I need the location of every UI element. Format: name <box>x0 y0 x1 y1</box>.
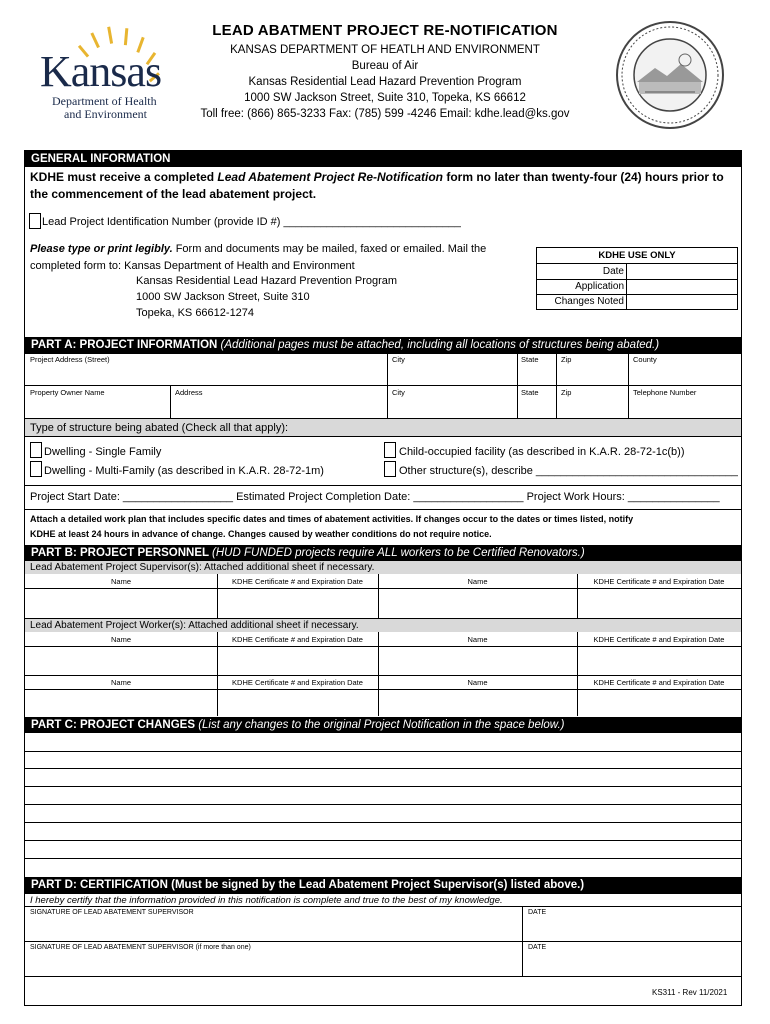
wrk-name-col4: Name <box>467 678 488 687</box>
form-revision: KS311 - Rev 11/2021 <box>652 988 728 997</box>
use-only-application: Application <box>575 281 624 292</box>
header-contact: Toll free: (866) 865-3233 Fax: (785) 599 -4246 Email: kdhe.lead@ks.gov <box>200 108 570 120</box>
owner-zip-field[interactable]: Zip <box>561 388 572 397</box>
sup-name-col2: Name <box>467 577 488 586</box>
use-only-date: Date <box>602 266 624 277</box>
logo-line1: Department of Health <box>52 94 157 108</box>
wrk-cert-col4: KDHE Certificate # and Expiration Date <box>593 678 725 687</box>
child-occupied-checkbox[interactable] <box>384 442 396 463</box>
header-bureau: Bureau of Air <box>351 60 419 72</box>
please-type-text: Please type or print legibly. Form and documents may be mailed, faxed or emailed. Mail the <box>30 243 487 255</box>
signature-2-field[interactable]: SIGNATURE OF LEAD ABATEMENT SUPERVISOR (if more than one) <box>30 944 251 951</box>
lead-id-label: Lead Project Identification Number (provide ID #) _____________________________ <box>42 216 461 228</box>
mail-addr3: Topeka, KS 66612-1274 <box>136 307 255 319</box>
kdhe-logo <box>36 26 186 126</box>
supervisor-label: Lead Abatement Project Supervisor(s): Attached additional sheet if necessary. <box>30 562 375 573</box>
wrk-cert-col3: KDHE Certificate # and Expiration Date <box>232 678 363 687</box>
single-family-label: Dwelling - Single Family <box>44 446 162 458</box>
form-title: LEAD ABATMENT PROJECT RE-NOTIFICATION <box>212 22 558 39</box>
part-d-bar: PART D: CERTIFICATION (Must be signed by the Lead Abatement Project Supervisor(s) listed above.) <box>25 877 741 894</box>
header-program: Kansas Residential Lead Hazard Prevention Program <box>248 76 522 88</box>
use-only-changes: Changes Noted <box>554 296 624 307</box>
part-c-bar: PART C: PROJECT CHANGES (List any changes to the original Project Notification in the space below.) <box>25 717 741 733</box>
project-changes-lines[interactable] <box>25 733 741 876</box>
logo-word: Kansas <box>40 47 162 96</box>
project-dates-line[interactable]: Project Start Date: __________________ Estimated Project Completion Date: __________________ Project Work Hours: _______________ <box>30 491 720 503</box>
project-state-field[interactable]: State <box>521 355 539 364</box>
mail-to-text: completed form to: Kansas Department of Health and Environment <box>30 260 355 272</box>
general-notice: KDHE must receive a completed Lead Abatement Project Re-Notification form no later than twenty-four (24) hours prior to the commencement of the lead abatement project. <box>30 170 724 201</box>
multi-family-checkbox[interactable] <box>30 461 42 482</box>
sup-cert-col2: KDHE Certificate # and Expiration Date <box>593 577 725 586</box>
owner-name-field[interactable]: Property Owner Name <box>30 388 105 397</box>
kdhe-use-only-title: KDHE USE ONLY <box>598 250 676 261</box>
project-county-field[interactable]: County <box>633 355 657 364</box>
owner-city-field[interactable]: City <box>392 388 405 397</box>
sup-name-col1: Name <box>110 577 131 586</box>
wrk-cert-col2: KDHE Certificate # and Expiration Date <box>593 635 725 644</box>
structure-type-label: Type of structure being abated (Check all that apply): <box>30 422 289 434</box>
state-seal-icon <box>615 20 725 130</box>
wrk-name-col2: Name <box>467 635 488 644</box>
owner-address-field[interactable]: Address <box>175 388 203 397</box>
project-city-field[interactable]: City <box>392 355 405 364</box>
general-info-bar: GENERAL INFORMATION <box>25 151 741 167</box>
mail-addr2: 1000 SW Jackson Street, Suite 310 <box>136 291 310 303</box>
other-structure-checkbox[interactable] <box>384 461 396 482</box>
date-1-field[interactable]: DATE <box>528 909 547 916</box>
header-agency: KANSAS DEPARTMENT OF HEATLH AND ENVIRONMENT <box>230 44 540 56</box>
lead-id-checkbox[interactable] <box>29 213 41 234</box>
wrk-name-col3: Name <box>110 678 131 687</box>
multi-family-label: Dwelling - Multi-Family (as described in K.A.R. 28-72-1m) <box>44 465 324 477</box>
date-2-field[interactable]: DATE <box>528 944 547 951</box>
worker-label: Lead Abatement Project Worker(s): Attached additional sheet if necessary. <box>30 620 359 631</box>
logo-line2: and Environment <box>64 107 147 121</box>
single-family-checkbox[interactable] <box>30 442 42 463</box>
child-occupied-label: Child-occupied facility (as described in K.A.R. 28-72-1c(b)) <box>399 446 685 458</box>
certify-text: I hereby certify that the information provided in this notification is complete and true to the best of my knowledge. <box>30 895 503 906</box>
part-b-bar: PART B: PROJECT PERSONNEL (HUD FUNDED projects require ALL workers to be Certified Renovators.) <box>25 545 741 561</box>
other-structure-label: Other structure(s), describe _________________________________ <box>399 465 738 477</box>
attach-workplan-line1: Attach a detailed work plan that includes specific dates and times of abatement activities. If changes occur to the dates or times listed, notify <box>30 514 634 524</box>
owner-telephone-field[interactable]: Telephone Number <box>633 388 697 397</box>
signature-1-field[interactable]: SIGNATURE OF LEAD ABATEMENT SUPERVISOR <box>30 909 194 916</box>
owner-state-field[interactable]: State <box>521 388 539 397</box>
project-zip-field[interactable]: Zip <box>561 355 572 364</box>
mail-addr1: Kansas Residential Lead Hazard Prevention Program <box>136 275 398 287</box>
wrk-cert-col1: KDHE Certificate # and Expiration Date <box>232 635 363 644</box>
wrk-name-col1: Name <box>110 635 131 644</box>
attach-workplan-line2: KDHE at least 24 hours in advance of change. Changes caused by weather conditions do not require notice. <box>30 529 492 539</box>
header-address: 1000 SW Jackson Street, Suite 310, Topeka, KS 66612 <box>244 92 526 104</box>
sup-cert-col1: KDHE Certificate # and Expiration Date <box>232 577 363 586</box>
part-a-bar: PART A: PROJECT INFORMATION (Additional pages must be attached, including all locations of structures being abated.) <box>25 337 741 353</box>
project-address-field[interactable]: Project Address (Street) <box>30 355 110 364</box>
